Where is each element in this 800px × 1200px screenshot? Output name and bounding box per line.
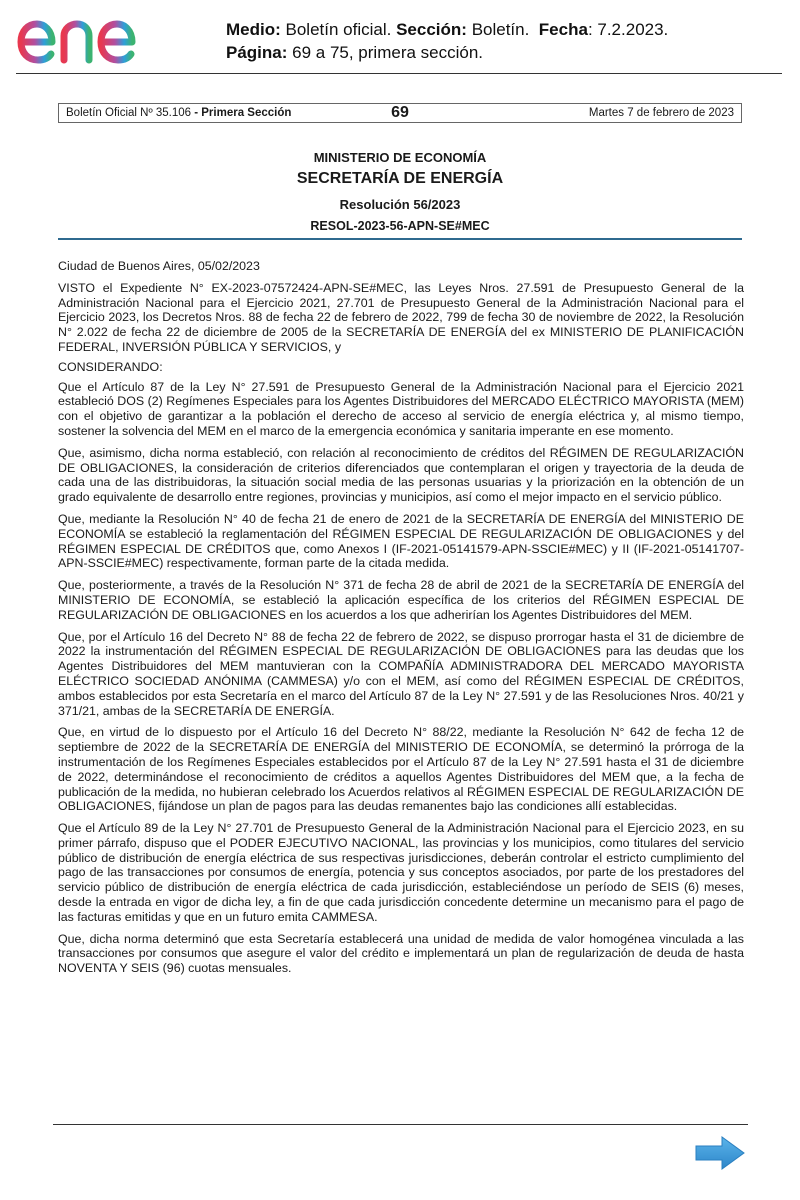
paragraph-place-date: Ciudad de Buenos Aires, 05/02/2023 xyxy=(58,259,260,273)
document-titles xyxy=(58,149,742,235)
bulletin-page-number: 69 xyxy=(391,104,409,121)
enel-logo xyxy=(16,6,186,68)
bulletin-header xyxy=(58,103,742,123)
paragraph: Que el Artículo 87 de la Ley N° 27.591 de Presupuesto General de la Administración Nacional para el Ejercicio 2021 estableció DOS (2) Regímenes Especiales para los Agentes Distribuidores del MERCADO ELÉCTRICO MAYORISTA (MEM) con el objetivo de garantizar a la población el derecho de acceso al servicio de energía eléctrica y, al mismo tiempo, sostener la solvencia del MEM en el marco de la emergencia económica y sanitaria imperante en ese momento. xyxy=(58,379,744,438)
arrow-right-icon xyxy=(694,1135,746,1171)
header-divider xyxy=(16,73,782,74)
paragraph: Que, posteriormente, a través de la Resolución N° 371 de fecha 28 de abril de 2021 de la SECRETARÍA DE ENERGÍA del MINISTERIO DE ECONOMÍA, se estableció la aplicación específica de los criterios del RÉGIMEN ESPECIAL DE REGULARIZACIÓN DE OBLIGACIONES en los acuerdos a los que adherirían los Agentes Distribuidores del MEM. xyxy=(58,578,744,622)
press-clipping-meta xyxy=(226,18,668,64)
bulletin-number: Boletín Oficial Nº 35.106 xyxy=(66,107,192,119)
next-page-button[interactable] xyxy=(694,1135,746,1171)
seccion-label: Sección: xyxy=(396,20,467,39)
bulletin-section: - Primera Sección xyxy=(191,107,292,119)
medio-label: Medio: xyxy=(226,20,281,39)
footer-divider xyxy=(53,1124,748,1125)
fecha-label: Fecha xyxy=(538,20,588,39)
document-body xyxy=(58,259,744,981)
paragraph: Que, asimismo, dicha norma estableció, con relación al reconocimiento de créditos del RÉGIMEN DE REGULARIZACIÓN DE OBLIGACIONES, la consideración de criterios diferenciados que contemplaran el origen y trayectoria de la deuda de cada una de las distribuidoras, la situación social media de las personas usuarias y la priorización en la obtención de un grado equivalente de desarrollo entre regiones, provincias y municipios, así como el mejor impacto en el servicio público. xyxy=(58,445,744,505)
pagina-label: Página: xyxy=(226,43,288,62)
meta-row-page xyxy=(226,41,668,64)
paragraph: Que el Artículo 89 de la Ley N° 27.701 de Presupuesto General de la Administración Nacional para el Ejercicio 2023, en su primer párrafo, dispuso que el PODER EJECUTIVO NACIONAL, las provincias y los municipios, como titulares del servicio público de distribución de energía eléctrica de sus respectivas jurisdicciones, deberán controlar el estricto cumplimiento del pago de las transacciones por consumos de energía, potencia y sus conceptos asociados, por parte de los prestadores del servicio público de distribución de energía eléctrica de cada jurisdicción, estableciéndose un período de SEIS (6) meses, desde la entrada en vigor de dicha ley, a fin de que cada jurisdicción concedente determine un mecanismo para el pago de las facturas emitidas y que en un futuro emita CAMMESA. xyxy=(58,821,744,924)
ministry-title: MINISTERIO DE ECONOMÍA xyxy=(313,150,487,165)
paragraph: Que, dicha norma determinó que esta Secretaría establecerá una unidad de medida de valor homogénea vinculada a las transacciones por consumos que asegure el valor del crédito e implementará un plan de regularización de deuda de hasta NOVENTA Y SEIS (96) cuotas mensuales. xyxy=(58,931,744,976)
paragraph-considerando: CONSIDERANDO: xyxy=(58,359,163,374)
secretary-title: SECRETARÍA DE ENERGÍA xyxy=(296,170,504,187)
resolution-code: RESOL-2023-56-APN-SE#MEC xyxy=(310,219,490,233)
medio-value: Boletín oficial. xyxy=(285,20,392,39)
paragraph: Que, mediante la Resolución N° 40 de fecha 21 de enero de 2021 de la SECRETARÍA DE ENERGÍA del MINISTERIO DE ECONOMÍA se estableció la reglamentación del RÉGIMEN ESPECIAL DE REGULARIZACIÓN DE OBLIGACIONES y del RÉGIMEN ESPECIAL DE CRÉDITOS que, como Anexos I (IF-2021-05141579-APN-SSCIE#MEC) y II (IF-2021-05141707-APN-SSCIE#MEC) respectivamente, forman parte de la citada medida. xyxy=(58,511,744,571)
meta-row-source xyxy=(226,18,668,41)
fecha-value: : 7.2.2023. xyxy=(587,20,669,39)
enel-logo-mark xyxy=(16,6,186,68)
resolution-title: Resolución 56/2023 xyxy=(339,197,461,212)
paragraph: Que, en virtud de lo dispuesto por el Artículo 16 del Decreto N° 88/22, mediante la Resolución N° 642 de fecha 12 de septiembre de 2022 de la SECRETARÍA DE ENERGÍA del MINISTERIO DE ECONOMÍA, se determinó la prórroga de la instrumentación de los Regímenes Especiales establecidos por el Artículo 87 de la Ley N° 27.591 hasta el 31 de diciembre de 2022, determinándose el reconocimiento de créditos a aquellos Agentes Distribuidores del MEM que, a la fecha de publicación de la medida, no hubieran celebrado los Acuerdos relativos al RÉGIMEN ESPECIAL DE REGULARIZACIÓN DE OBLIGACIONES, fijándose un plan de pagos para las deudas remanentes bajo las condiciones allí establecidas. xyxy=(58,725,744,814)
bulletin-date: Martes 7 de febrero de 2023 xyxy=(588,107,734,119)
pagina-value: 69 a 75, primera sección. xyxy=(292,43,484,62)
paragraph-visto: VISTO el Expediente N° EX-2023-07572424-APN-SE#MEC, las Leyes Nros. 27.591 de Presupuesto General de la Administración Nacional para el Ejercicio 2021, 27.701 de Presupuesto General de la Administración Nacional para el Ejercicio 2023, los Decretos Nros. 88 de fecha 22 de febrero de 2022, 799 de fecha 30 de noviembre de 2022, la Resolución N° 2.022 de fecha 22 de diciembre de 2005 de la SECRETARÍA DE ENERGÍA del ex MINISTERIO DE PLANIFICACIÓN FEDERAL, INVERSIÓN PÚBLICA Y SERVICIOS, y xyxy=(58,280,744,354)
title-divider xyxy=(58,238,742,240)
paragraph: Que, por el Artículo 16 del Decreto N° 88 de fecha 22 de febrero de 2022, se dispuso prorrogar hasta el 31 de diciembre de 2022 la instrumentación del RÉGIMEN ESPECIAL DE REGULARIZACIÓN DE OBLIGACIONES para las deudas que los Agentes Distribuidores del MEM mantuvieran con la COMPAÑÍA ADMINISTRADORA DEL MERCADO MAYORISTA ELÉCTRICO SOCIEDAD ANÓNIMA (CAMMESA) y/o con el MEM, así como del RÉGIMEN ESPECIAL DE CRÉDITOS, ambos establecidos por esta Secretaría en el marco del Artículo 87 de la Ley N° 27.591 y de las Resoluciones Nros. 40/21 y 371/21, ambas de la SECRETARÍA DE ENERGÍA. xyxy=(58,629,744,718)
seccion-value: Boletín. xyxy=(471,20,530,39)
